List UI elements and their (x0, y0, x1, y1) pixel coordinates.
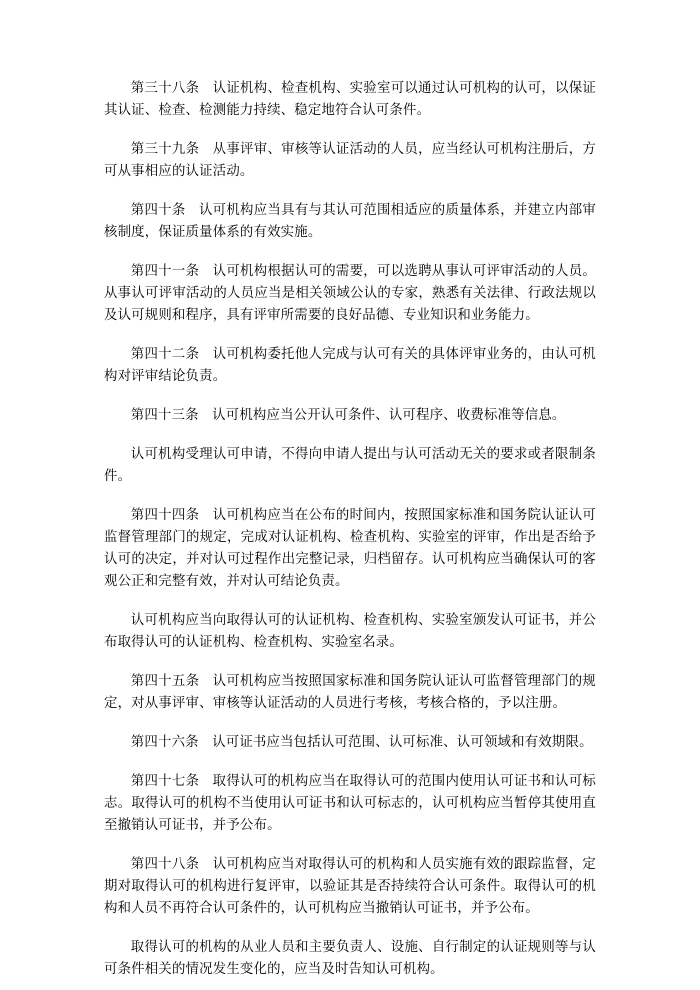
paragraph-article-44 (104, 505, 596, 593)
paragraph-text: 认可机构应当向取得认可的认证机构、检查机构、实验室颁发认可证书，并公布取得认可的认证机构、检查机构、实验室名录。 (104, 613, 596, 650)
article-number: 第四十八条 (130, 857, 200, 872)
article-number: 第三十九条 (130, 142, 200, 157)
paragraph-text: 认证机构、检查机构、实验室可以通过认可机构的认可，以保证其认证、检查、检测能力持续、稳定地符合认可条件。 (104, 81, 597, 118)
paragraph-article-38 (104, 78, 596, 122)
article-number: 第四十六条 (130, 735, 199, 750)
article-number: 第四十五条 (130, 674, 200, 689)
paragraph-article-48 (104, 854, 596, 920)
paragraph-article-42 (104, 344, 596, 388)
article-number: 第四十条 (130, 203, 186, 218)
paragraph-text: 认可机构根据认可的需要，可以选聘从事认可评审活动的人员。从事认可评审活动的人员应当是相关领域公认的专家，熟悉有关法律、行政法规以及认可规则和程序，具有评审所需要的良好品德、专业知识和业务能力。 (104, 264, 597, 323)
article-number: 第四十四条 (130, 508, 200, 523)
article-number: 第四十一条 (130, 264, 200, 279)
article-number: 第四十七条 (130, 774, 200, 789)
paragraph-article-45 (104, 671, 596, 715)
article-number: 第四十二条 (130, 347, 200, 362)
paragraph-article-40 (104, 200, 596, 244)
paragraph-article-43 (104, 405, 596, 427)
paragraph-text: 认可机构受理认可申请，不得向申请人提出与认可活动无关的要求或者限制条件。 (104, 447, 596, 484)
paragraph-text: 认可机构应当公开认可条件、认可程序、收费标准等信息。 (212, 408, 566, 423)
paragraph-article-46 (104, 732, 596, 754)
paragraph-article-44-continued (104, 610, 596, 654)
article-number: 第三十八条 (130, 81, 200, 96)
paragraph-article-43-continued (104, 444, 596, 488)
paragraph-text: 从事评审、审核等认证活动的人员，应当经认可机构注册后，方可从事相应的认证活动。 (104, 142, 597, 179)
paragraph-article-48-continued (104, 937, 596, 981)
paragraph-text: 取得认可的机构应当在取得认可的范围内使用认可证书和认可标志。取得认可的机构不当使用认可证书和认可标志的，认可机构应当暂停其使用直至撤销认可证书，并予公布。 (104, 774, 597, 833)
paragraph-text: 认可机构应当具有与其认可范围相适应的质量体系，并建立内部审核制度，保证质量体系的有效实施。 (104, 203, 596, 240)
paragraph-article-47 (104, 771, 596, 837)
paragraph-text: 认可证书应当包括认可范围、认可标准、认可领域和有效期限。 (212, 735, 593, 750)
paragraph-text: 认可机构应当在公布的时间内，按照国家标准和国务院认证认可监督管理部门的规定，完成对认证机构、检查机构、实验室的评审，作出是否给予认可的决定，并对认可过程作出完整记录，归档留存。认可机构应当确保认可的客观公正和完整有效，并对认可结论负责。 (104, 508, 597, 589)
paragraph-text: 认可机构委托他人完成与认可有关的具体评审业务的，由认可机构对评审结论负责。 (104, 347, 597, 384)
paragraph-article-41 (104, 261, 596, 327)
article-number: 第四十三条 (130, 408, 199, 423)
paragraph-text: 认可机构应当对取得认可的机构和人员实施有效的跟踪监督，定期对取得认可的机构进行复评审，以验证其是否持续符合认可条件。取得认可的机构和人员不再符合认可条件的，认可机构应当撤销认可证书，并予公布。 (104, 857, 597, 916)
paragraph-text: 认可机构应当按照国家标准和国务院认证认可监督管理部门的规定，对从事评审、审核等认证活动的人员进行考核，考核合格的，予以注册。 (104, 674, 597, 711)
paragraph-text: 取得认可的机构的从业人员和主要负责人、设施、自行制定的认证规则等与认可条件相关的情况发生变化的，应当及时告知认可机构。 (104, 940, 596, 977)
paragraph-article-39 (104, 139, 596, 183)
